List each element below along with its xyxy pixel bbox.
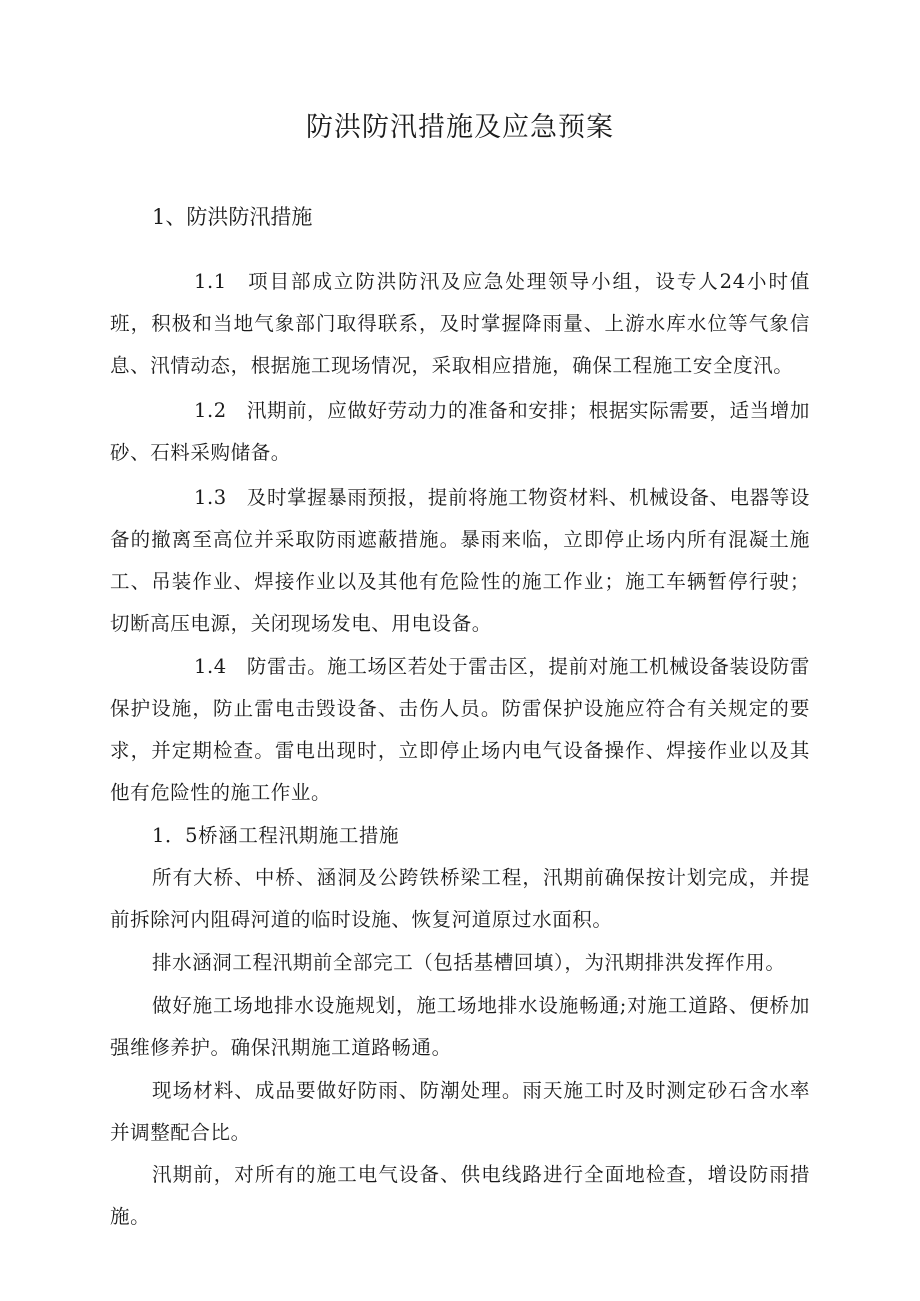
- paragraph-text: 汛期前，应做好劳动力的准备和安排；根据实际需要，适当增加砂、石料采购储备。: [110, 399, 810, 464]
- paragraph-text: 做好施工场地排水设施规划，施工场地排水设施畅通;对施工道路、便桥加强维修养护。确保汛期施工道路畅通。: [110, 994, 810, 1059]
- subsection-heading-1-5: [110, 815, 810, 857]
- paragraph-bridges: [110, 857, 810, 941]
- paragraph-text: 及时掌握暴雨预报，提前将施工物资材料、机械设备、电器等设备的撤离至高位并采取防雨遮蔽措施。暴雨来临，立即停止场内所有混凝土施工、吊装作业、焊接作业以及其他有危险性的施工作业；施工车辆暂停行驶；切断高压电源，关闭现场发电、用电设备。: [110, 486, 810, 635]
- paragraph-text: 防雷击。施工场区若处于雷击区，提前对施工机械设备装设防雷保护设施，防止雷电击毁设备、击伤人员。防雷保护设施应符合有关规定的要求，并定期检查。雷电出现时，立即停止场内电气设备操作、焊接作业以及其他有危险性的施工作业。: [110, 655, 810, 804]
- paragraph-text: 汛期前，对所有的施工电气设备、供电线路进行全面地检查，增设防雨措施。: [110, 1163, 810, 1228]
- section-heading: 1、防洪防汛措施: [152, 205, 313, 229]
- paragraph-culverts: [110, 942, 810, 984]
- paragraph-number: 1.2: [194, 399, 227, 422]
- paragraph-text: 排水涵洞工程汛期前全部完工（包括基槽回填），为汛期排洪发挥作用。: [152, 951, 786, 974]
- paragraph-number: 1.3: [194, 486, 227, 509]
- paragraph-number: 1.1: [194, 270, 227, 293]
- paragraph-1-4: [110, 646, 810, 814]
- paragraph-drainage: [110, 985, 810, 1069]
- paragraph-text: 项目部成立防洪防汛及应急处理领导小组，设专人24小时值班，积极和当地气象部门取得联系，及时掌握降雨量、上游水库水位等气象信息、汛情动态，根据施工现场情况，采取相应措施，确保工程施工安全度汛。: [110, 270, 810, 377]
- paragraph-1-1: [110, 261, 810, 387]
- paragraph-text: 1．5桥涵工程汛期施工措施: [152, 824, 400, 847]
- paragraph-1-2: [110, 390, 810, 474]
- document-title: 防洪防汛措施及应急预案: [306, 112, 614, 143]
- paragraph-electrical: [110, 1154, 810, 1238]
- paragraph-materials: [110, 1070, 810, 1154]
- paragraph-1-3: [110, 477, 810, 645]
- paragraph-text: 现场材料、成品要做好防雨、防潮处理。雨天施工时及时测定砂石含水率并调整配合比。: [110, 1079, 810, 1144]
- paragraph-text: 所有大桥、中桥、涵洞及公跨铁桥梁工程，汛期前确保按计划完成，并提前拆除河内阻碍河道的临时设施、恢复河道原过水面积。: [110, 866, 810, 931]
- paragraph-number: 1.4: [194, 655, 227, 678]
